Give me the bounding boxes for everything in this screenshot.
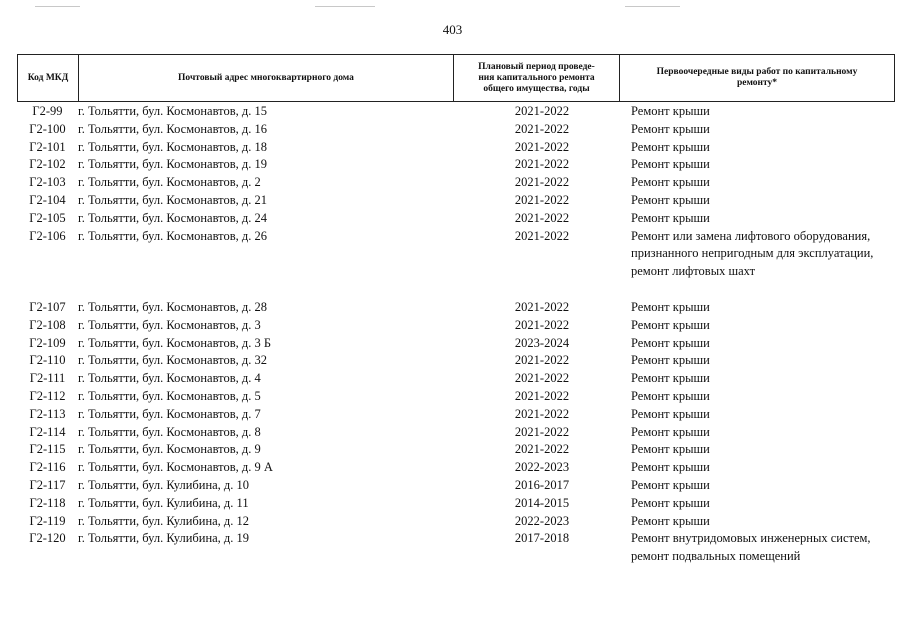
cell-address: г. Тольятти, бул. Космонавтов, д. 9 [78,442,261,457]
cell-works [631,352,894,370]
cell-period: 2021-2022 [514,121,570,136]
cell-works-line: Ремонт крыши [631,460,710,475]
cell-address: г. Тольятти, бул. Космонавтов, д. 18 [78,139,267,154]
cell-works-line: Ремонт крыши [631,192,710,207]
cell-works-line: Ремонт крыши [631,353,710,368]
table-row [17,192,894,210]
cell-address: г. Тольятти, бул. Космонавтов, д. 19 [78,157,267,172]
cell-works-line: признанного непригодным для эксплуатации, [631,246,874,261]
cell-works [631,495,894,513]
cell-works-line: Ремонт крыши [631,424,710,439]
cell-works-line: Ремонт крыши [631,317,710,332]
cell-works [631,121,894,139]
cell-address: г. Тольятти, бул. Космонавтов, д. 32 [78,353,267,368]
cell-address: г. Тольятти, бул. Космонавтов, д. 7 [78,406,261,421]
cell-code: Г2-112 [29,388,66,403]
table-row [17,228,894,281]
table-body [17,103,894,566]
cell-code: Г2-110 [29,353,66,368]
cell-works-line: ремонт лифтовых шахт [631,264,756,279]
cell-works-line: Ремонт крыши [631,495,710,510]
cell-address: г. Тольятти, бул. Космонавтов, д. 8 [78,424,261,439]
table-row [17,495,894,513]
cell-works-line: Ремонт крыши [631,210,710,225]
cell-code: Г2-109 [29,335,66,350]
cell-works [631,477,894,495]
table-row [17,317,894,335]
table-row [17,352,894,370]
table-row [17,103,894,121]
table-row [17,530,894,566]
cell-address: г. Тольятти, бул. Кулибина, д. 10 [78,477,250,492]
cell-works-line: Ремонт крыши [631,477,710,492]
cell-period: 2021-2022 [514,175,570,190]
cell-period: 2021-2022 [514,388,570,403]
cell-works-line: Ремонт крыши [631,406,710,421]
cell-address: г. Тольятти, бул. Космонавтов, д. 15 [78,104,267,118]
cell-address: г. Тольятти, бул. Космонавтов, д. 3 Б [78,335,272,350]
cell-code: Г2-105 [29,210,66,225]
cell-works [631,459,894,477]
cell-period: 2021-2022 [514,192,570,207]
cell-period: 2021-2022 [514,210,570,225]
cell-works-line: Ремонт внутридомовых инженерных систем, [631,531,871,546]
cell-period: 2021-2022 [514,424,570,439]
cell-works-line: Ремонт крыши [631,104,710,118]
cell-works [631,424,894,442]
cell-works-line: Ремонт крыши [631,442,710,457]
cell-code: Г2-107 [29,299,66,314]
cell-period: 2022-2023 [514,460,570,475]
cell-works-line: Ремонт крыши [631,513,710,528]
table-row [17,441,894,459]
cell-works-line: Ремонт крыши [631,371,710,386]
table-row [17,388,894,406]
cell-works [631,370,894,388]
cell-address: г. Тольятти, бул. Космонавтов, д. 9 А [78,460,273,475]
header-code: Код МКД [18,55,79,102]
cell-address: г. Тольятти, бул. Космонавтов, д. 3 [78,317,261,332]
cell-code: Г2-118 [29,495,66,510]
page-number: 403 [442,22,463,37]
cell-period: 2014-2015 [514,495,570,510]
cell-works [631,299,894,317]
cell-works-line: Ремонт крыши [631,175,710,190]
cell-address: г. Тольятти, бул. Космонавтов, д. 28 [78,299,267,314]
header-period: Плановый период проведе- ния капитального ремонта общего имущества, годы [454,55,620,102]
table-row [17,139,894,157]
cell-works-line: Ремонт крыши [631,139,710,154]
table-row [17,477,894,495]
cell-works-line: Ремонт или замена лифтового оборудования, [631,228,871,243]
cell-address: г. Тольятти, бул. Космонавтов, д. 24 [78,210,267,225]
cell-works [631,513,894,531]
cell-code: Г2-100 [29,121,66,136]
cell-code: Г2-101 [29,139,66,154]
cell-code: Г2-114 [29,424,66,439]
cell-period: 2021-2022 [514,442,570,457]
cell-works [631,192,894,210]
cell-period: 2021-2022 [514,406,570,421]
scan-artifact-right [625,6,680,7]
cell-address: г. Тольятти, бул. Космонавтов, д. 26 [78,228,267,243]
cell-code: Г2-102 [29,157,66,172]
scan-artifact-center [315,6,375,7]
cell-period: 2023-2024 [514,335,570,350]
cell-code: Г2-120 [29,531,66,546]
cell-period: 2017-2018 [514,531,570,546]
cell-works-line: Ремонт крыши [631,299,710,314]
cell-works-line: Ремонт крыши [631,335,710,350]
row-spacer [17,281,894,299]
table-row [17,406,894,424]
cell-address: г. Тольятти, бул. Кулибина, д. 12 [78,513,250,528]
cell-period: 2021-2022 [514,299,570,314]
cell-period: 2022-2023 [514,513,570,528]
table-row [17,335,894,353]
cell-code: Г2-117 [29,477,66,492]
cell-works [631,210,894,228]
table-row [17,513,894,531]
cell-works [631,103,894,121]
table-row [17,299,894,317]
cell-period: 2021-2022 [514,104,570,118]
cell-code: Г2-111 [29,371,66,386]
header-address: Почтовый адрес многоквартирного дома [79,55,454,102]
table-header [17,54,895,102]
cell-address: г. Тольятти, бул. Кулибина, д. 19 [78,531,250,546]
cell-code: Г2-113 [29,406,66,421]
cell-address: г. Тольятти, бул. Космонавтов, д. 4 [78,371,261,386]
cell-address: г. Тольятти, бул. Космонавтов, д. 5 [78,388,261,403]
cell-works [631,139,894,157]
cell-code: Г2-108 [29,317,66,332]
cell-works [631,441,894,459]
cell-works [631,388,894,406]
table-row [17,121,894,139]
cell-code: Г2-116 [29,460,66,475]
cell-period: 2021-2022 [514,317,570,332]
cell-period: 2021-2022 [514,139,570,154]
cell-works [631,174,894,192]
cell-works [631,317,894,335]
cell-code: Г2-115 [29,442,66,457]
cell-works [631,228,894,281]
cell-period: 2021-2022 [514,353,570,368]
cell-works-line: Ремонт крыши [631,157,710,172]
cell-address: г. Тольятти, бул. Космонавтов, д. 16 [78,121,267,136]
cell-address: г. Тольятти, бул. Космонавтов, д. 21 [78,192,267,207]
cell-code: Г2-119 [29,513,66,528]
cell-code: Г2-99 [32,104,63,118]
cell-code: Г2-104 [29,192,66,207]
table-row [17,210,894,228]
cell-period: 2021-2022 [514,157,570,172]
cell-works-line: Ремонт крыши [631,388,710,403]
cell-code: Г2-106 [29,228,66,243]
header-works: Первоочередные виды работ по капитальному ремонту* [620,55,895,102]
scan-artifact-left [35,6,80,7]
table-row [17,459,894,477]
cell-address: г. Тольятти, бул. Космонавтов, д. 2 [78,175,261,190]
cell-works [631,335,894,353]
cell-address: г. Тольятти, бул. Кулибина, д. 11 [78,495,249,510]
cell-works [631,156,894,174]
table-row [17,156,894,174]
cell-period: 2016-2017 [514,477,570,492]
table-row [17,424,894,442]
cell-period: 2021-2022 [514,228,570,243]
table-row [17,370,894,388]
cell-works-line: ремонт подвальных помещений [631,549,801,564]
cell-works-line: Ремонт крыши [631,121,710,136]
cell-period: 2021-2022 [514,371,570,386]
table-row [17,174,894,192]
cell-works [631,406,894,424]
cell-code: Г2-103 [29,175,66,190]
cell-works [631,530,894,566]
